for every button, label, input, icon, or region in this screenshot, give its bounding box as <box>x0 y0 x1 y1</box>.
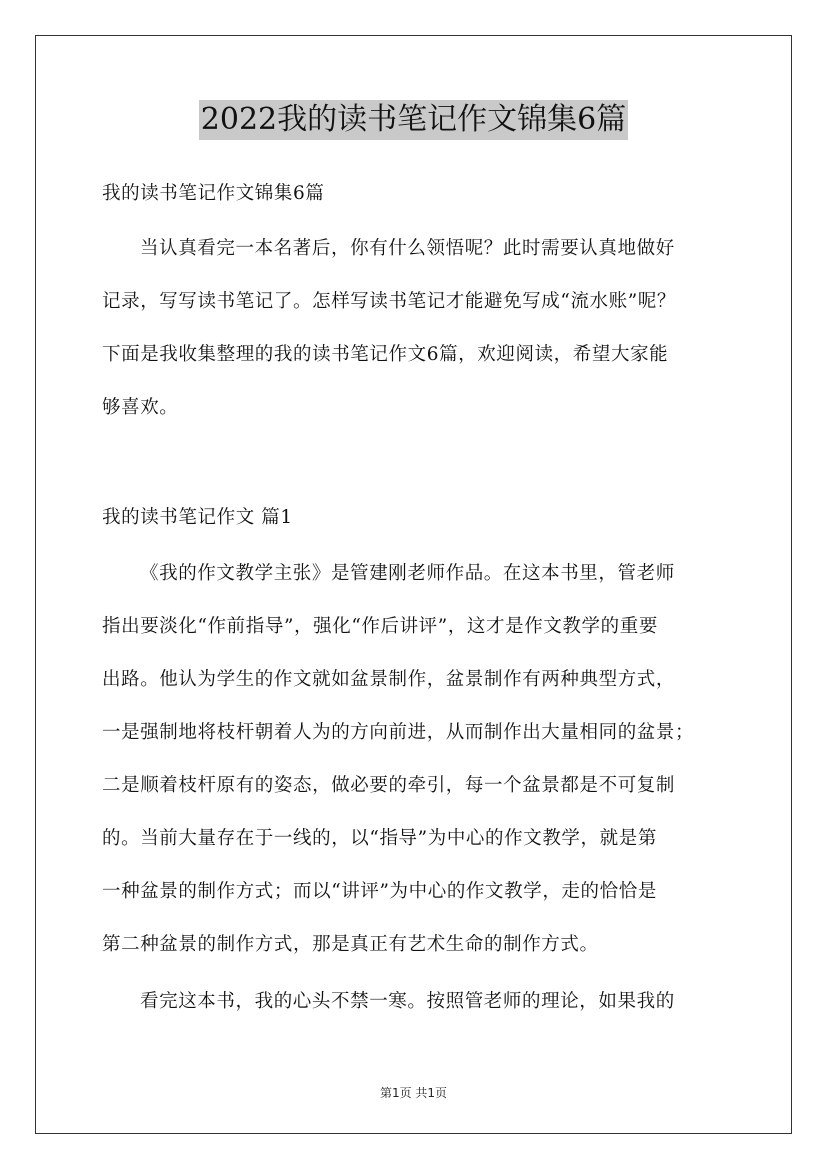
section-line-2: 指出要淡化“作前指导”，强化“作后讲评”，这才是作文教学的重要 <box>102 616 658 637</box>
subtitle: 我的读书笔记作文锦集6篇 <box>102 183 325 204</box>
section-line-4: 一是强制地将枝杆朝着人为的方向前进，从而制作出大量相同的盆景； <box>102 722 695 743</box>
section-line-8: 第二种盆景的制作方式，那是真正有艺术生命的制作方式。 <box>102 934 599 955</box>
page-footer <box>0 1084 827 1101</box>
intro-line-4: 够喜欢。 <box>102 397 179 418</box>
document-title: 2022我的读书笔记作文锦集6篇 <box>199 100 628 140</box>
intro-line-3: 下面是我收集整理的我的读书笔记作文6篇，欢迎阅读，希望大家能 <box>102 344 669 365</box>
intro-line-2: 记录，写写读书笔记了。怎样写读书笔记才能避免写成“流水账”呢？ <box>102 291 677 312</box>
page-number: 第1页 共1页 <box>379 1086 448 1100</box>
intro-line-1: 当认真看完一本名著后，你有什么领悟呢？此时需要认真地做好 <box>140 238 675 259</box>
section-line-9: 看完这本书，我的心头不禁一寒。按照管老师的理论，如果我的 <box>140 991 675 1012</box>
section-heading: 我的读书笔记作文 篇1 <box>102 507 293 528</box>
section-line-6: 的。当前大量存在于一线的，以“指导”为中心的作文教学，就是第 <box>102 828 657 849</box>
section-line-1: 《我的作文教学主张》是管建刚老师作品。在这本书里，管老师 <box>140 563 675 584</box>
section-line-3: 出路。他认为学生的作文就如盆景制作，盆景制作有两种典型方式， <box>102 669 676 690</box>
title-block <box>0 100 827 140</box>
section-line-7: 一种盆景的制作方式；而以“讲评”为中心的作文教学，走的恰恰是 <box>102 881 657 902</box>
section-line-5: 二是顺着枝杆原有的姿态，做必要的牵引，每一个盆景都是不可复制 <box>102 775 676 796</box>
